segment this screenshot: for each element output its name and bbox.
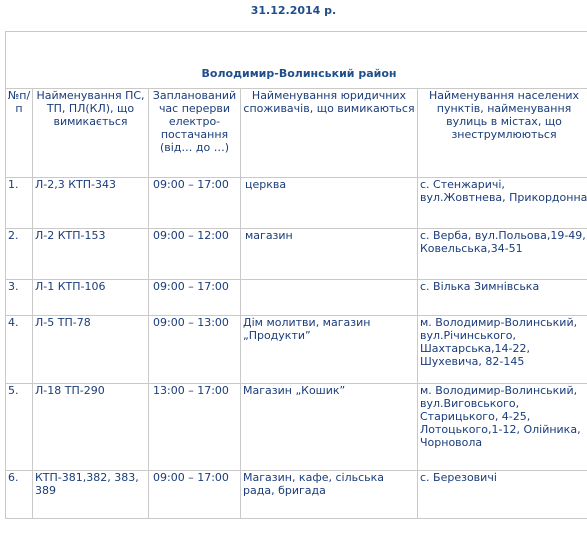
row-settlements: м. Володимир-Волинський, вул.Виговського, Старицького, 4-25, Лотоцького,1-12, Олійника, Чорновола (418, 384, 587, 471)
header-row (6, 89, 587, 178)
row-consumers (241, 280, 418, 316)
row-substation: КТП-381,382, 383, 389 (33, 471, 149, 519)
table-row (6, 178, 587, 229)
header-number: №п/п (6, 89, 33, 178)
row-settlements: с. Верба, вул.Польова,19-49, Ковельська,34-51 (418, 229, 587, 280)
header-substation: Найменування ПС, ТП, ПЛ(КЛ), що вимикається (33, 89, 149, 178)
row-settlements: с. Стенжаричі, вул.Жовтнева, Прикордонна (418, 178, 587, 229)
row-number: 1. (6, 178, 33, 229)
row-consumers: Магазин, кафе, сільська рада, бригада (241, 471, 418, 519)
row-number: 4. (6, 316, 33, 384)
row-time: 13:00 – 17:00 (149, 384, 241, 471)
district-row (6, 32, 587, 89)
row-number: 2. (6, 229, 33, 280)
row-time: 09:00 – 12:00 (149, 229, 241, 280)
row-number: 5. (6, 384, 33, 471)
table-row (6, 229, 587, 280)
row-number: 3. (6, 280, 33, 316)
district-title: Володимир-Волинський район (6, 32, 587, 89)
row-time: 09:00 – 17:00 (149, 178, 241, 229)
header-time: Запланований час перерви електро-постачання (від… до …) (149, 89, 241, 178)
table-row (6, 384, 587, 471)
outage-table (5, 31, 587, 519)
row-settlements: м. Володимир-Волинський, вул.Річинського, Шахтарська,14-22, Шухевича, 82-145 (418, 316, 587, 384)
row-consumers: Дім молитви, магазин „Продукти” (241, 316, 418, 384)
row-substation: Л-2 КТП-153 (33, 229, 149, 280)
row-time: 09:00 – 13:00 (149, 316, 241, 384)
row-number: 6. (6, 471, 33, 519)
row-time: 09:00 – 17:00 (149, 280, 241, 316)
row-time: 09:00 – 17:00 (149, 471, 241, 519)
row-settlements: с. Вілька Зимнівська (418, 280, 587, 316)
table-row (6, 280, 587, 316)
row-substation: Л-18 ТП-290 (33, 384, 149, 471)
row-settlements: с. Березовичі (418, 471, 587, 519)
row-consumers: магазин (241, 229, 418, 280)
row-substation: Л-2,3 КТП-343 (33, 178, 149, 229)
report-date: 31.12.2014 р. (250, 4, 337, 17)
header-consumers: Найменування юридичних споживачів, що вимикаються (241, 89, 418, 178)
row-substation: Л-5 ТП-78 (33, 316, 149, 384)
table-row (6, 471, 587, 519)
table-row (6, 316, 587, 384)
row-consumers: церква (241, 178, 418, 229)
header-settlements: Найменування населених пунктів, найменування вулиць в містах, що знеструмлюються (418, 89, 587, 178)
row-consumers: Магазин „Кошик” (241, 384, 418, 471)
row-substation: Л-1 КТП-106 (33, 280, 149, 316)
